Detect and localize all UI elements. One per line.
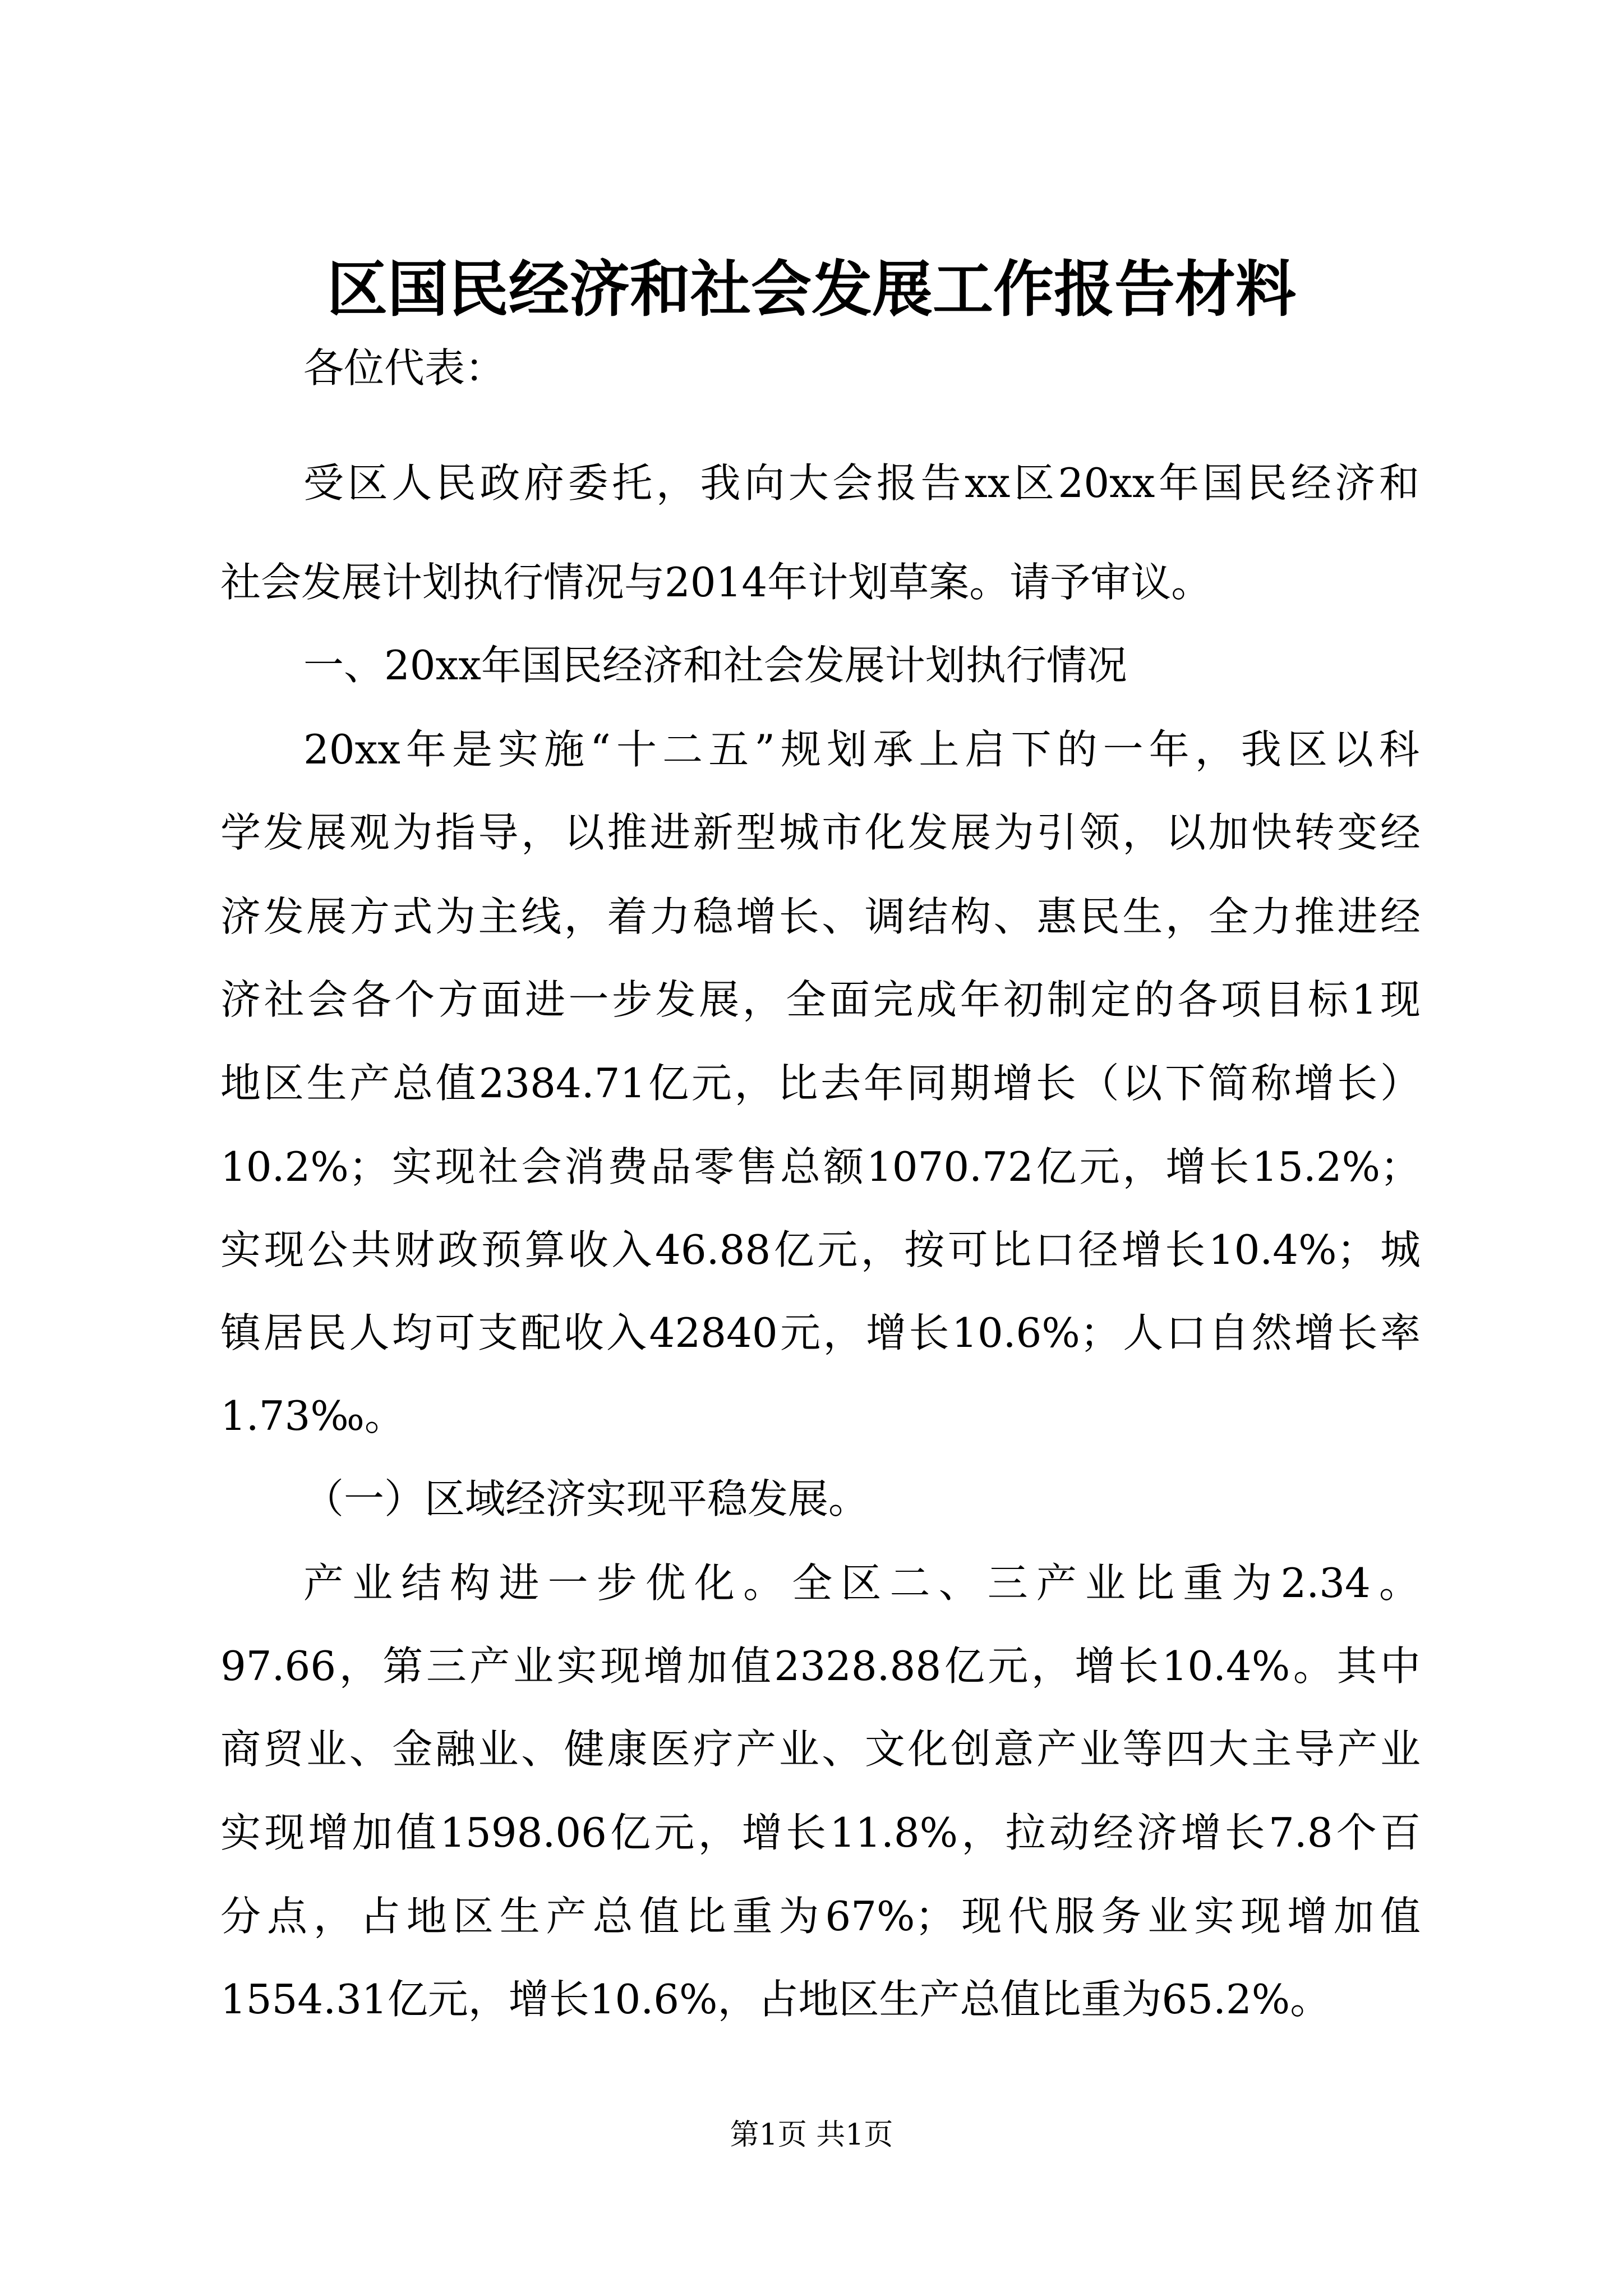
body-line: 济社会各个方面进一步发展，全面完成年初制定的各项目标1现: [220, 976, 1421, 1023]
body-line: 1554.31亿元，增长10.6%，占地区生产总值比重为65.2%。: [220, 1976, 1331, 2023]
body-line: 97.66，第三产业实现增加值2328.88亿元，增长10.4%。其中: [220, 1642, 1421, 1690]
body-line: 商贸业、金融业、健康医疗产业、文化创意产业等四大主导产业: [220, 1726, 1421, 1773]
body-line: 产业结构进一步优化。全区二、三产业比重为2.34。: [303, 1559, 1419, 1607]
document-title: 区国民经济和社会发展工作报告材料: [326, 254, 1296, 325]
body-line: 实现公共财政预算收入46.88亿元，按可比口径增长10.4%；城: [220, 1226, 1421, 1273]
body-line: 学发展观为指导，以推进新型城市化发展为引领，以加快转变经: [220, 809, 1421, 856]
body-line: 10.2%；实现社会消费品零售总额1070.72亿元，增长15.2%；: [220, 1143, 1421, 1190]
body-line: 济发展方式为主线，着力稳增长、调结构、惠民生，全力推进经: [220, 893, 1421, 940]
section-heading: 一、20xx年国民经济和社会发展计划执行情况: [303, 642, 1127, 689]
body-line: 受区人民政府委托，我向大会报告xx区20xx年国民经济和: [303, 459, 1419, 507]
body-line: 地区生产总值2384.71亿元，比去年同期增长（以下简称增长）: [220, 1060, 1421, 1107]
body-line: 分点，占地区生产总值比重为67%；现代服务业实现增加值: [220, 1893, 1421, 1940]
salutation-line: 各位代表：: [303, 344, 506, 392]
body-line: 镇居民人均可支配收入42840元，增长10.6%；人口自然增长率: [220, 1309, 1421, 1356]
subsection-heading: （一）区域经济实现平稳发展。: [303, 1475, 869, 1522]
body-line: 社会发展计划执行情况与2014年计划草案。请予审议。: [220, 559, 1212, 606]
body-line: 1.73‰。: [220, 1392, 405, 1439]
page-footer: 第1页 共1页: [730, 2118, 893, 2152]
body-line: 实现增加值1598.06亿元，增长11.8%，拉动经济增长7.8个百: [220, 1809, 1421, 1856]
body-line: 20xx年是实施“十二五”规划承上启下的一年，我区以科: [303, 726, 1419, 773]
